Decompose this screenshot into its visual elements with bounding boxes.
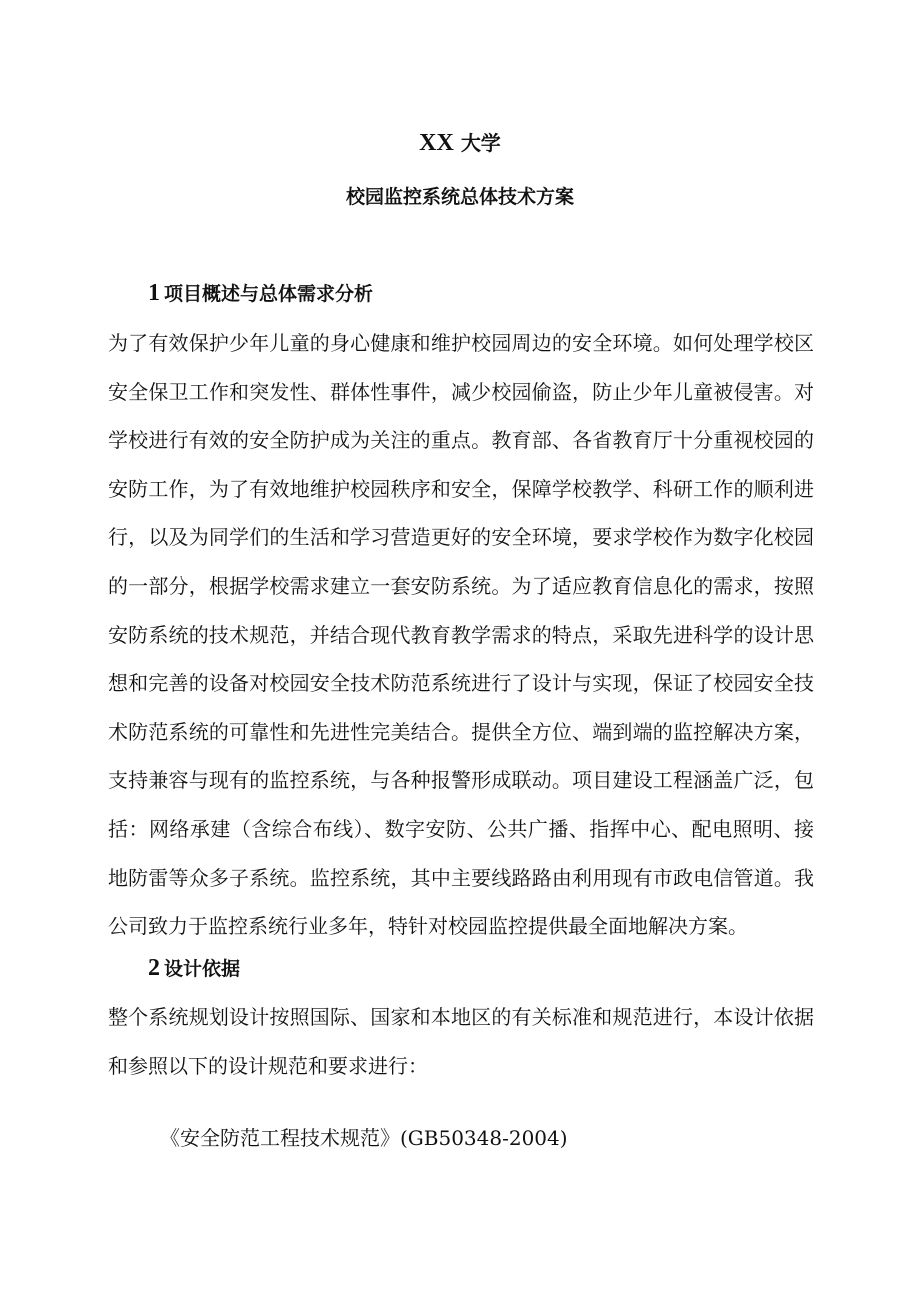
title-latin-part: XX [419,130,454,156]
standard-reference: 《安全防范工程技术规范》(GB50348-2004) [160,1126,568,1150]
section-heading-overview [148,278,373,309]
section-number: 1 [148,280,160,306]
section-paragraph-overview: 为了有效保护少年儿童的身心健康和维护校园周边的安全环境。如何处理学校区安全保卫工作和突发性、群体性事件，减少校园偷盗，防止少年儿童被侵害。对学校进行有效的安全防护成为关注的重点。教育部、各省教育厅十分重视校园的安防工作，为了有效地维护校园秩序和安全，保障学校教学、科研工作的顺利进行，以及为同学们的生活和学习营造更好的安全环境，要求学校作为数字化校园的一部分，根据学校需求建立一套安防系统。为了适应教育信息化的需求，按照安防系统的技术规范，并结合现代教育教学需求的特点，采取先进科学的设计思想和完善的设备对校园安全技术防范系统进行了设计与实现，保证了校园安全技术防范系统的可靠性和先进性完美结合。提供全方位、端到端的监控解决方案，支持兼容与现有的监控系统，与各种报警形成联动。项目建设工程涵盖广泛，包括：网络承建（含综合布线）、数字安防、公共广播、指挥中心、配电照明、接地防雷等众多子系统。监控系统，其中主要线路路由利用现有市政电信管道。我公司致力于监控系统行业多年，特针对校园监控提供最全面地解决方案。 [108,331,814,939]
title-cjk-part: 大学 [460,131,501,155]
document-title [0,128,920,158]
section-heading-design-basis [148,953,240,984]
section-heading-text: 设计依据 [164,958,241,980]
section-number: 2 [148,955,160,981]
section-heading-text: 项目概述与总体需求分析 [164,283,374,305]
section-paragraph-design-basis: 整个系统规划设计按照国际、国家和本地区的有关标准和规范进行，本设计依据和参照以下的设计规范和要求进行： [108,1005,814,1078]
document-subtitle: 校园监控系统总体技术方案 [345,186,574,208]
